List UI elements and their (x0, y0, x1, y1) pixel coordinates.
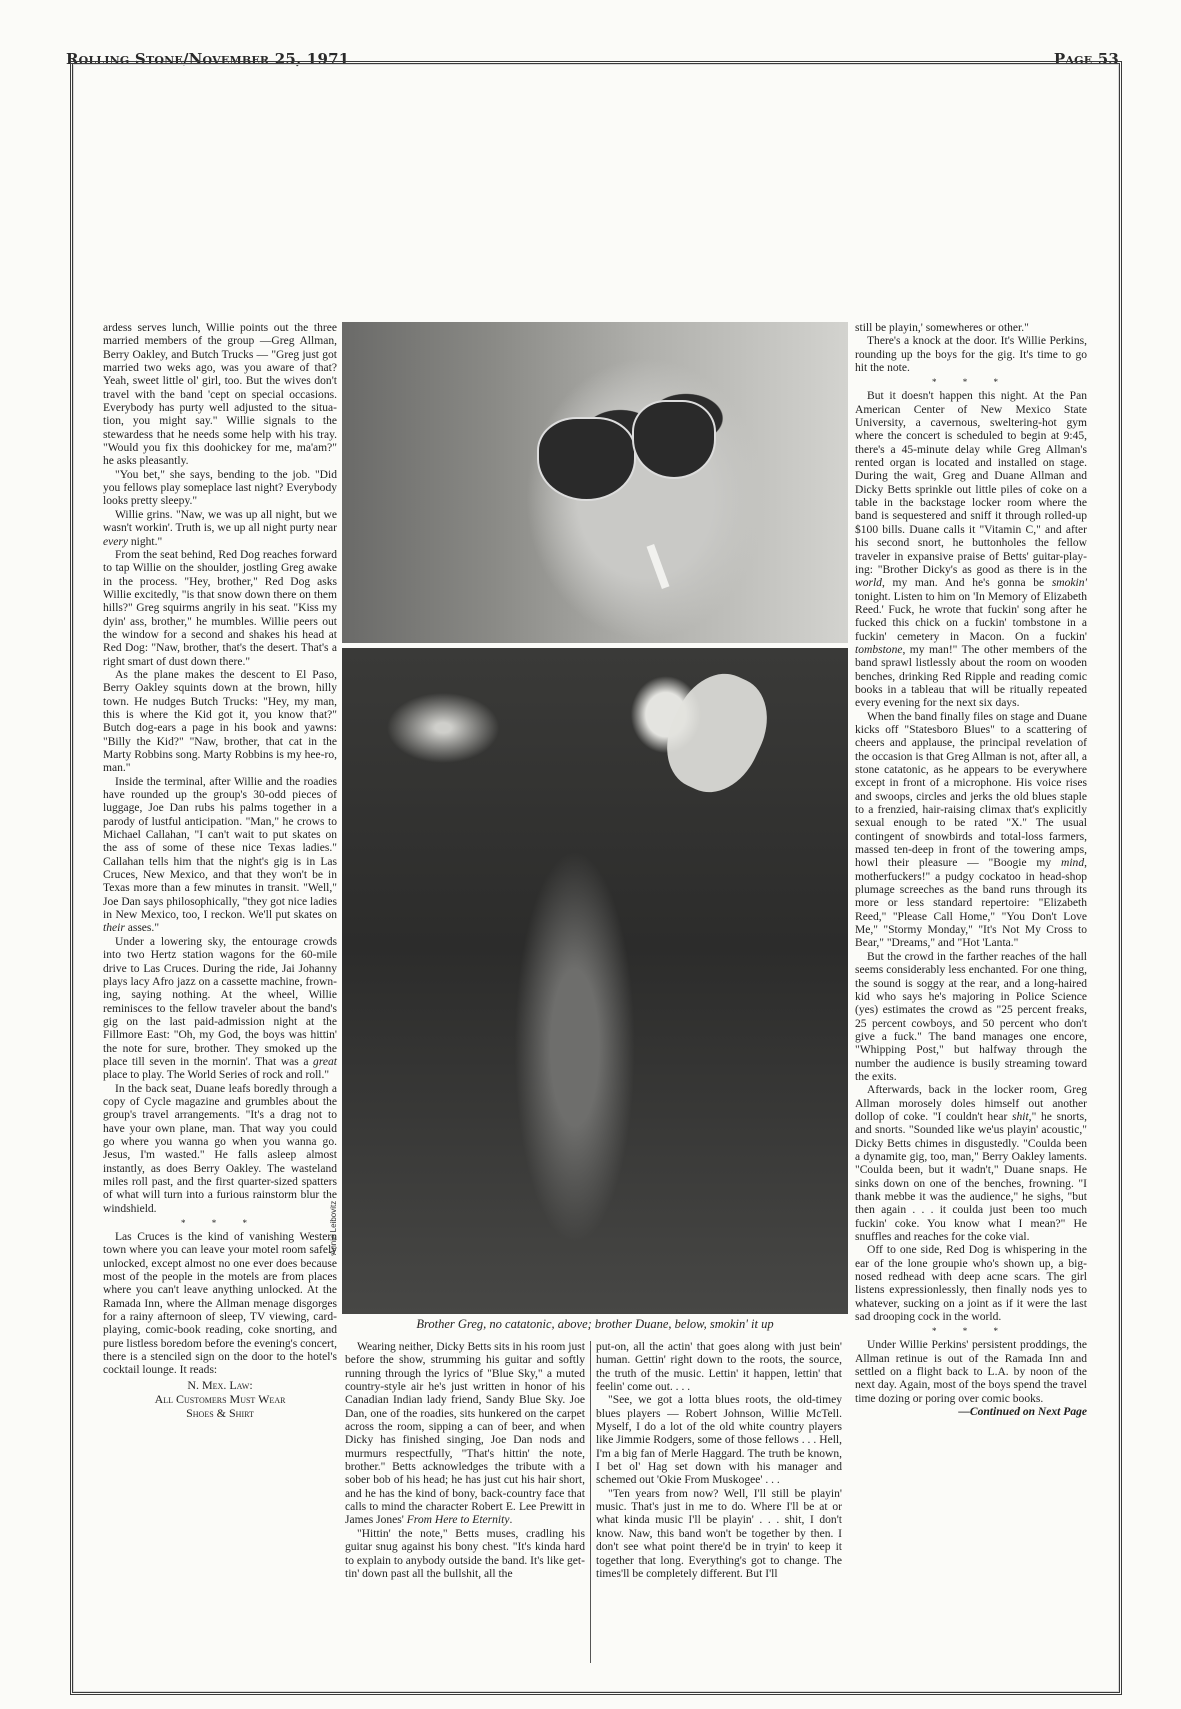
paragraph: still be playin,' somewheres or other." (855, 322, 1029, 334)
paragraph: Under a lowering sky, the entourage crowds into two Hertz station wagons for the 60-mile drive to Las Cruces. During the ride, Jai Johanny plays lacy Afro jazz on a cassette machine, frowning, saying nothing. At the wheel, Willie reminisces to the fellow traveler about the band's gig on the last paid-admission night at the Fillmore East: "Oh, my God, the boys was hittin' the note for sure, brother. They smoked up the place till seven in the mornin'. That was a great place to play. The World Series of rock and roll." (103, 935, 337, 1082)
section-break-stars: * * * (932, 377, 1010, 388)
photo-credit: Annie Leibovitz (329, 1200, 338, 1255)
column-divider-rule (590, 1341, 591, 1663)
sign-line-2: All Customers Must Wear (154, 1391, 286, 1406)
paragraph: "You bet," she says, bending to the job. "Did you fellows play someplace last night? Everybody looks pretty sleepy." (103, 468, 337, 508)
paragraph: "Ten years from now? Well, I'll still be playin' music. That's just in me to do. Where I'll be at or what kinda music I'll be playin' . . . shit, I don't know. Naw, this band won't be together by then. I don't see what point there'd be in tryin' to keep it together that long. Everything's got to change. The times'll be completely different. But I'll (596, 1487, 842, 1580)
sunglasses-left-lens (537, 417, 636, 501)
photo-greg-allman-sunglasses (342, 322, 848, 643)
guitar-headstock (651, 660, 783, 807)
section-break-stars: * * * (932, 1326, 1010, 1337)
paragraph: From the seat behind, Red Dog reaches forward to tap Willie on the shoulder, jostling Greg awake in the process. "Hey, brother," Red Dog asks Willie excitedly, "is that snow down there on them hills?" Greg squirms angrily in his seat. "Kiss my dyin' ass, brother," he mumbles. Willie peers out the window for a second and shakes his head at Red Dog: "Naw, brother, that's the desert. That's a right smart of dust down there." (103, 548, 337, 668)
photo-caption: Brother Greg, no catatonic, above; brother Duane, below, smokin' it up (416, 1317, 774, 1331)
paragraph: But it doesn't happen this night. At the Pan American Center of New Mexico State University, a cavernous, sweltering-hot gym where the concert is scheduled to begin at 9:45, there's a 45-minute delay while Greg Allman's rented organ is located and installed on stage. During the wait, Greg and Duane Allman and Dicky Betts sprinkle out little piles of coke on a table in the backstage locker room where the band is sequestered and sniff it through rolled-up $100 bills. Duane calls it "Vitamin C," and after his second snort, he buttonholes the fellow traveler in expansive praise of Betts' guitar-playing: "Brother Dicky's as good as there is in the world, my man. And he's gonna be smokin' tonight. Listen to him on 'In Memory of Elizabeth Reed.' Fuck, he wrote that fuckin' song after he fucked this chick on a fuckin' tombstone in a fuckin' cemetery in Macon. On a fuckin' tombstone, my man!" The other members of the band sprawl listlessly about the room on wooden benches, drinking Red Ripple and reading comic books in a tableau that will be ritually repeated every evening for the next six days. (855, 390, 1087, 710)
running-header-page-number: Page 53 (1053, 50, 1119, 68)
paragraph: "See, we got a lotta blues roots, the old-timey blues players — Robert Johnson, Willie McTell. Myself, I do a lot of the old white country players like Jimmie Rodgers, some of those fellows . . . Hell, I'm a big fan of Merle Haggard. The truth be known, I bet ol' Hag set down with his manager and schemed out 'Okie From Muskogee' . . . (596, 1394, 842, 1487)
photo-duane-allman-guitar (342, 648, 848, 1314)
paragraph: When the band finally files on stage and Duane kicks off "Statesboro Blues" to a scattering of cheers and applause, the principal revelation of the occasion is that Greg Allman is not, after all, a stone catatonic, as he appears to be everywhere except in front of a microphone. His voice rises and swoops, circles and jerks the old blues staple to a frenzied, hair-raising climax that's explicitly sexual enough to be rated "X." The usual contingent of snowbirds and total-loss farmers, massed ten-deep in front of the towering amps, howl their pleasure — "Boogie my mind, motherfuckers!" a pudgy cockatoo in head-shop plumage screeches as the band runs through its more or less standard repertoire: "Elizabeth Reed," "Please Call Home," "You Don't Love Me," "Stormy Monday," "It's Not My Cross to Bear," "Dreams," and "Hot 'Lanta." (855, 710, 1087, 950)
paragraph: put-on, all the actin' that goes along with just bein' human. Gettin' right down to the roots, the source, the truth of the music. Lettin' it happen, lettin' that feelin' come out. . . . (596, 1341, 842, 1394)
paragraph: Afterwards, back in the locker room, Greg Allman morosely doles himself out another dollop of coke. "I couldn't hear shit," he snorts, and snorts. "Sounded like we'us playin' acoustic," Dicky Betts chimes in disgustedly. "Coulda been a dynamite gig, too, man," Berry Oakley laments. "Coulda been, but it wadn't," Duane snaps. He sinks down on one of the benches, frowning. "I thank mebbe it was the audience," he sighs, "but then again . . . it coulda just been too much fuckin' coke. You know what I mean?" He snuffles and reaches for the coke vial. (855, 1084, 1087, 1244)
section-break-stars: * * * (181, 1218, 259, 1229)
sign-line-3: Shoes & Shirt (186, 1405, 254, 1420)
paragraph: ardess serves lunch, Willie points out the three married members of the group —Greg Allman, Berry Oakley, and Butch Trucks — "Greg just got married two weks ago, was you aware of that? Yeah, sweet little ol' girl, too. But the wives don't travel with the band 'cept on special occasions. Everybody has purty well adjusted to the situation, you might say." Willie signals to the stewardess that he needs some help with his tray. "Would you fix this doohickey for me, ma'am?" he asks pleasantly. (103, 322, 337, 468)
article-column-2 (345, 1341, 585, 1581)
article-column-1 (103, 322, 337, 1420)
article-column-4 (855, 322, 1087, 1420)
paragraph: Under Willie Perkins' persistent proddings, the Allman retinue is out of the Ramada Inn and settled on a flight back to L.A. by noon of the next day. Again, most of the boys spend the travel time dozing or poring over comic books. (855, 1339, 1087, 1405)
paragraph: As the plane makes the descent to El Paso, Berry Oakley squints down at the brown, hilly town. He nudges Butch Trucks: "Hey, my man, this is where the Kid got it, you know that?" Butch dog-ears a page in his book and yawns: "Billy the Kid?" "Naw, brother, that cat in the Marty Robbins song. Marty Robbins is my hee-ro, man." (103, 668, 337, 775)
paragraph: Las Cruces is the kind of vanishing Western town where you can leave your motel room safely unlocked, except almost no one ever does because most of the people in the motels are from places where you can't leave anything unlocked. At the Ramada Inn, where the Allman menage disgorges for a rainy afternoon of sleep, TV viewing, card-playing, comic-book reading, coke snorting, and pure listless boredom before the evening's concert, there is a stenciled sign on the door to the hotel's cocktail lounge. It reads: (103, 1231, 337, 1377)
paragraph: "Hittin' the note," Betts muses, cradling his guitar snug against his bony chest. "It's kinda hard to explain to anybody outside the band. It's like gettin' down past all the bullshit, all the (345, 1527, 585, 1580)
article-column-3 (596, 1341, 842, 1581)
paragraph: In the back seat, Duane leafs boredly through a copy of Cycle magazine and grumbles about the group's travel arrangements. "It's a drag not to have your own plane, man. That way you could go where you wanna go when you wanna go. Jesus, I'm wasted." He falls asleep almost instantly, as does Berry Oakley. The wasteland miles roll past, and the first quarter-sized spatters of what will turn into a furious rainstorm blur the windshield. (103, 1082, 337, 1215)
paragraph: Off to one side, Red Dog is whispering in the ear of the lone groupie who's shown up, a big-nosed redhead with deep acne scars. The girl listens expressionlessly, then finally nods yes to whatever, sucking on a joint as if it were the last sad drooping cock in the world. (855, 1244, 1087, 1324)
continued-next-page-link[interactable]: —Continued on Next Page (958, 1406, 1087, 1419)
sunglasses-right-lens (632, 400, 716, 479)
paragraph: Wearing neither, Dicky Betts sits in his room just before the show, strumming his guitar and softly running through the lyrics of "Blue Sky," a muted country-style air he's just written in honor of his Canadian Indian lady friend, Sandy Blue Sky. Joe Dan, one of the roadies, sits hunkered on the carpet across the room, sipping a can of beer, and when Dicky has finished singing, Joe Dan nods and murmurs respectfully, "That's hittin' the note, brother." Betts acknowledges the tribute with a sober bob of his head; he has just cut his hair short, and he has the kind of bony, back-country face that calls to mind the character Robert E. Lee Prewitt in James Jones' From Here to Eternity. (345, 1341, 585, 1527)
paragraph: But the crowd in the farther reaches of the hall seems considerably less enchanted. For one thing, the sound is soggy at the rear, and a long-haired kid who says he's majoring in Police Science (yes) estimates the crowd as "25 percent freaks, 25 percent cowboys, and 50 percent who don't give a fuck." The band manages one encore, "Whipping Post," but halfway through the number the audience is busily streaming toward the exits. (855, 950, 1087, 1083)
paragraph: Willie grins. "Naw, we was up all night, but we wasn't workin'. Truth is, we up all night purty near every night." (103, 508, 337, 548)
running-header-publication-date: Rolling Stone/November 25, 1971 (66, 50, 350, 68)
sign-line-1: N. Mex. Law: (187, 1377, 253, 1392)
cigarette (647, 544, 670, 589)
paragraph: There's a knock at the door. It's Willie Perkins, rounding up the boys for the gig. It's time to go hit the note. (855, 335, 1087, 375)
paragraph: Inside the terminal, after Willie and the roadies have rounded up the group's 30-odd pieces of luggage, Joe Dan rubs his palms together in a parody of lustful anticipation. "Man," he crows to Michael Callahan, "I can't wait to put skates on the ass of some of these nice Texas ladies." Callahan tells him that the night's gig is in Las Cruces, New Mexico, and that they won't be in Texas more than a few minutes in transit. "Well," Joe Dan says philosophically, "they got nice ladies in New Mexico, too, I reckon. We'll put skates on their asses." (103, 775, 337, 935)
